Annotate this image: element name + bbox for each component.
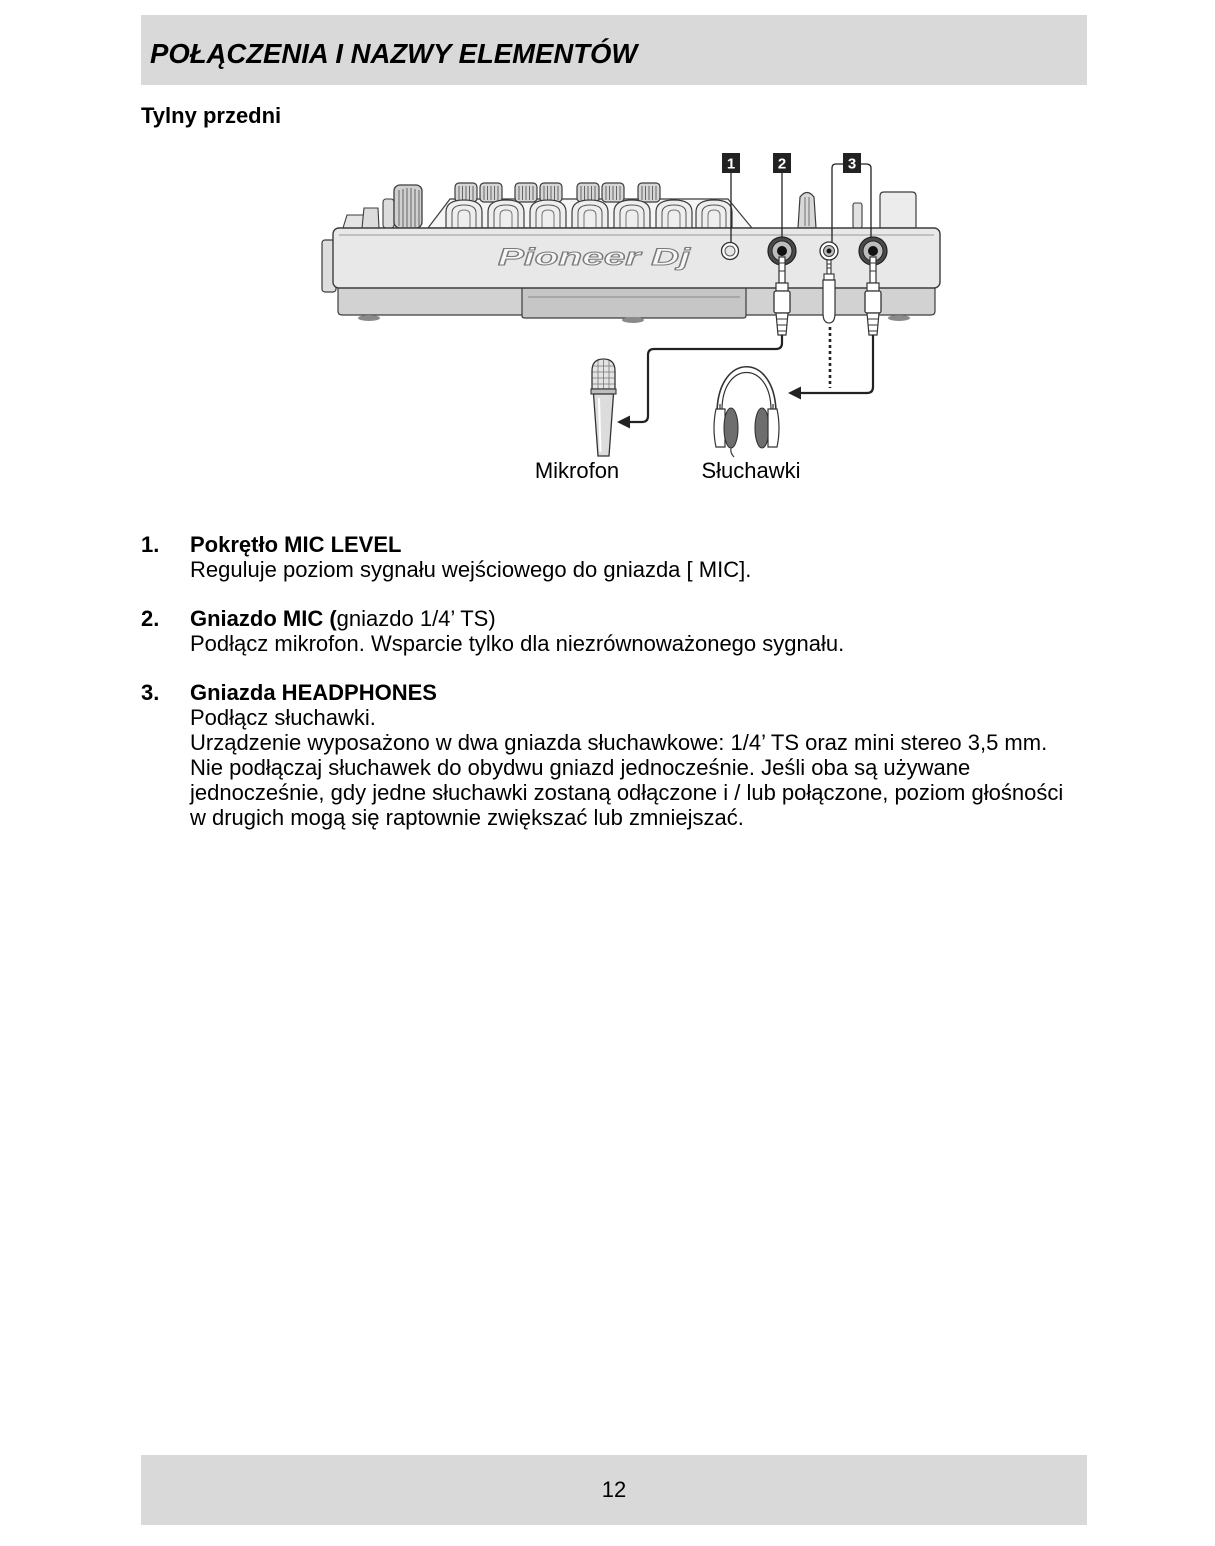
mic-level-knob <box>722 243 739 260</box>
rear-housing <box>880 192 916 228</box>
small-switch <box>853 203 862 228</box>
item-number: 3. <box>141 680 160 705</box>
callout-3-number: 3 <box>847 155 857 173</box>
headphones-label: Słuchawki <box>701 458 801 483</box>
callout-2 <box>773 153 791 173</box>
item-description: Podłącz mikrofon. Wsparcie tylko dla niezrównoważonego sygnału. <box>190 631 845 656</box>
headphones-arrow-icon <box>788 387 801 400</box>
item-description: Reguluje poziom sygnału wejściowego do gniazda [ MIC]. <box>190 557 752 582</box>
page-title: POŁĄCZENIA I NAZWY ELEMENTÓW <box>150 38 638 69</box>
rear-knob <box>540 183 562 202</box>
item-description: jednocześnie, gdy jedne słuchawki zostaną odłączone i / lub połączone, poziom głośności <box>190 780 1064 805</box>
mic-cable <box>628 335 782 422</box>
front-knob <box>656 200 692 228</box>
list-item-mic-level <box>141 532 1087 582</box>
item-number: 1. <box>141 532 160 557</box>
callout-1-number: 1 <box>726 155 736 173</box>
item-title-detail: gniazdo 1/4’ TS) <box>336 606 496 631</box>
microphone-icon <box>591 359 616 456</box>
callout-1 <box>722 153 740 173</box>
item-description: Urządzenie wyposażono w dwa gniazda słuchawkowe: 1/4’ TS oraz mini stereo 3,5 mm. <box>190 730 1048 755</box>
large-knob <box>394 185 422 228</box>
microphone-label: Mikrofon <box>534 458 620 483</box>
connection-diagram <box>300 140 960 460</box>
item-title-line <box>190 606 1087 631</box>
section-title: Tylny przedni <box>141 103 282 128</box>
front-knob <box>530 200 566 228</box>
front-knob <box>572 200 608 228</box>
item-title: Gniazdo MIC ( <box>190 606 337 631</box>
item-description: w drugich mogą się raptownie zwiększać lub zmniejszać. <box>190 805 744 830</box>
rear-knob <box>515 183 537 202</box>
rear-button <box>362 208 379 228</box>
element-list <box>141 532 1087 854</box>
fader-knob <box>798 193 816 229</box>
foot <box>358 315 380 321</box>
item-description: Podłącz słuchawki. <box>190 705 376 730</box>
item-title-line <box>190 680 1087 705</box>
front-knob <box>446 200 482 228</box>
item-title-line <box>190 532 1087 557</box>
rear-knob <box>638 183 660 202</box>
callout-2-number: 2 <box>777 155 787 173</box>
foot <box>888 315 910 321</box>
mic-arrow-icon <box>617 416 630 429</box>
callout-3 <box>843 153 861 173</box>
front-recess <box>522 286 746 318</box>
headphones-icon <box>714 367 779 457</box>
list-item-headphones-jacks <box>141 680 1087 830</box>
headphones-cable <box>800 335 873 393</box>
rear-knob <box>455 183 477 202</box>
rear-knob <box>480 183 502 202</box>
item-number: 2. <box>141 606 160 631</box>
item-title: Gniazda HEADPHONES <box>190 680 437 705</box>
item-description: Nie podłączaj słuchawek do obydwu gniazd jednocześnie. Jeśli oba są używane <box>190 755 971 780</box>
pioneer-logo: Pioneer Dj <box>498 244 693 271</box>
footer-bar <box>141 1455 1087 1525</box>
front-knob <box>696 200 732 228</box>
headphones-mini-jack <box>820 242 838 260</box>
page-number: 12 <box>601 1477 627 1502</box>
small-knob <box>383 199 394 228</box>
foot <box>622 317 644 323</box>
dj-controller <box>322 183 940 323</box>
list-item-mic-jack <box>141 606 1087 656</box>
rear-knob <box>602 183 624 202</box>
front-knob <box>614 200 650 228</box>
item-title: Pokrętło MIC LEVEL <box>190 532 402 557</box>
rear-knob <box>577 183 599 202</box>
header-bar <box>141 15 1087 85</box>
front-knob <box>488 200 524 228</box>
